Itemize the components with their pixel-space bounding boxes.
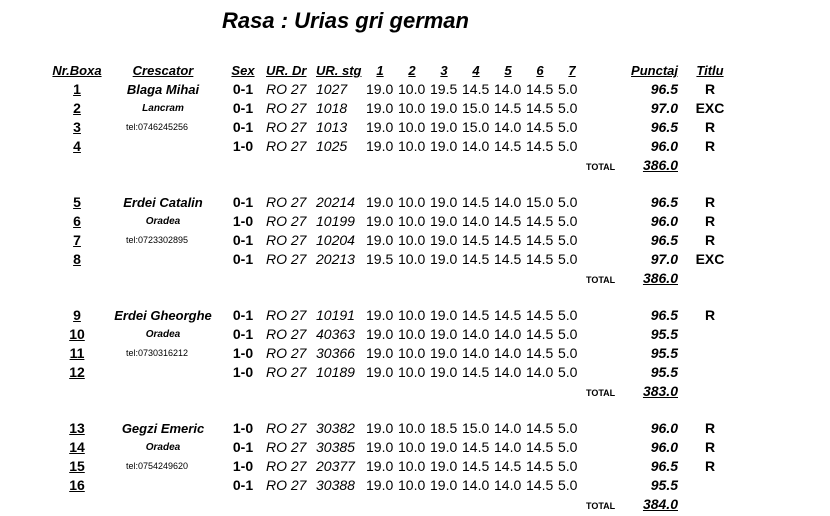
ur-stg-value: 1025 [316,138,348,154]
ur-stg-value: 10191 [316,307,355,323]
points-value: 97.0 [650,100,678,116]
box-number: 3 [73,119,81,135]
score-5: 14.5 [494,213,522,229]
score-1: 19.0 [366,81,394,97]
ur-stg-value: 20213 [316,251,355,267]
score-2: 10.0 [398,213,426,229]
score-5: 14.5 [494,307,522,323]
ur-dr-value: RO 27 [266,100,307,116]
breeder-tel: tel:0723302895 [125,235,189,245]
points-value: 96.5 [650,307,678,323]
score-3: 18.5 [430,420,458,436]
breeder-tel: tel:0730316212 [125,348,189,358]
breeder-city: Oradea [145,329,181,340]
header-score-6: 6 [536,63,544,78]
ur-dr-value: RO 27 [266,326,307,342]
score-3: 19.0 [430,439,458,455]
sex-value: 1-0 [232,138,254,154]
sex-value: 0-1 [232,326,254,342]
sex-value: 1-0 [232,420,254,436]
title-value: R [704,213,716,229]
score-4: 14.0 [462,138,490,154]
score-6: 14.5 [526,138,554,154]
score-5: 14.5 [494,232,522,248]
ur-stg-value: 20377 [316,458,355,474]
score-7: 5.0 [558,138,578,154]
score-6: 14.5 [526,420,554,436]
score-2: 10.0 [398,119,426,135]
box-number: 4 [73,138,81,154]
sex-value: 0-1 [232,477,254,493]
title-value: R [704,420,716,436]
score-3: 19.0 [430,194,458,210]
ur-dr-value: RO 27 [266,307,307,323]
score-3: 19.0 [430,213,458,229]
score-4: 14.5 [462,364,490,380]
sex-value: 1-0 [232,345,254,361]
score-5: 14.0 [494,364,522,380]
score-6: 14.0 [526,364,554,380]
sex-value: 0-1 [232,307,254,323]
ur-stg-value: 10189 [316,364,355,380]
title-value: R [704,458,716,474]
score-1: 19.0 [366,138,394,154]
ur-dr-value: RO 27 [266,194,307,210]
score-1: 19.0 [366,232,394,248]
ur-stg-value: 40363 [316,326,355,342]
score-6: 14.5 [526,251,554,267]
score-7: 5.0 [558,439,578,455]
breeder-city: Oradea [145,442,181,453]
score-6: 14.5 [526,326,554,342]
box-number: 6 [73,213,81,229]
ur-stg-value: 1018 [316,100,348,116]
header-title: Titlu [696,63,724,78]
score-5: 14.0 [494,345,522,361]
score-3: 19.0 [430,307,458,323]
total-label: TOTAL [586,501,616,511]
score-3: 19.0 [430,232,458,248]
header-score-7: 7 [568,63,576,78]
ur-stg-value: 30388 [316,477,355,493]
score-7: 5.0 [558,307,578,323]
ur-stg-value: 1027 [316,81,348,97]
score-2: 10.0 [398,477,426,493]
breeder-tel: tel:0754249620 [125,461,189,471]
score-1: 19.5 [366,251,394,267]
points-value: 96.5 [650,81,678,97]
breeder-city: Oradea [145,216,181,227]
score-1: 19.0 [366,477,394,493]
score-6: 14.5 [526,232,554,248]
score-2: 10.0 [398,326,426,342]
score-1: 19.0 [366,119,394,135]
score-1: 19.0 [366,326,394,342]
box-number: 15 [69,458,85,474]
header-points: Punctaj [631,63,678,78]
title-value: R [704,439,716,455]
total-label: TOTAL [586,275,616,285]
score-2: 10.0 [398,420,426,436]
ur-dr-value: RO 27 [266,251,307,267]
box-number: 16 [69,477,85,493]
score-3: 19.0 [430,326,458,342]
score-5: 14.5 [494,100,522,116]
total-label: TOTAL [586,388,616,398]
title-value: EXC [695,251,725,267]
header-sex: Sex [231,63,255,78]
ur-dr-value: RO 27 [266,119,307,135]
total-value: 386.0 [642,270,678,286]
breeder-tel: tel:0746245256 [125,122,189,132]
total-value: 384.0 [642,496,678,512]
score-2: 10.0 [398,81,426,97]
score-5: 14.5 [494,251,522,267]
score-5: 14.0 [494,477,522,493]
score-1: 19.0 [366,345,394,361]
score-7: 5.0 [558,81,578,97]
points-value: 96.0 [650,213,678,229]
page-title: Rasa : Urias gri german [222,8,469,33]
box-number: 8 [73,251,81,267]
title-value: R [704,232,716,248]
score-4: 15.0 [462,119,490,135]
ur-dr-value: RO 27 [266,458,307,474]
score-5: 14.0 [494,194,522,210]
box-number: 10 [69,326,85,342]
score-6: 14.5 [526,307,554,323]
header-score-1: 1 [376,63,384,78]
score-4: 14.5 [462,439,490,455]
score-4: 14.5 [462,307,490,323]
box-number: 2 [73,100,81,116]
score-7: 5.0 [558,251,578,267]
score-3: 19.0 [430,364,458,380]
score-7: 5.0 [558,119,578,135]
score-2: 10.0 [398,194,426,210]
ur-stg-value: 30366 [316,345,355,361]
score-2: 10.0 [398,251,426,267]
score-5: 14.0 [494,420,522,436]
box-number: 14 [69,439,85,455]
ur-stg-value: 30382 [316,420,355,436]
points-value: 95.5 [650,326,678,342]
score-5: 14.0 [494,81,522,97]
breeder-name: Blaga Mihai [126,82,200,97]
box-number: 9 [73,307,81,323]
score-6: 14.5 [526,81,554,97]
header-score-5: 5 [504,63,512,78]
header-score-4: 4 [472,63,480,78]
points-value: 95.5 [650,477,678,493]
score-3: 19.0 [430,138,458,154]
score-2: 10.0 [398,458,426,474]
ur-dr-value: RO 27 [266,345,307,361]
score-5: 14.5 [494,138,522,154]
score-4: 14.0 [462,345,490,361]
score-3: 19.0 [430,100,458,116]
breeder-name: Gegzi Emeric [121,421,205,436]
score-4: 14.0 [462,477,490,493]
points-value: 96.0 [650,420,678,436]
score-6: 14.5 [526,213,554,229]
points-value: 96.5 [650,232,678,248]
title-value: R [704,81,716,97]
score-1: 19.0 [366,307,394,323]
header-score-3: 3 [440,63,448,78]
score-2: 10.0 [398,100,426,116]
score-7: 5.0 [558,364,578,380]
breeder-name: Erdei Gheorghe [114,308,212,323]
score-6: 15.0 [526,194,554,210]
score-6: 14.5 [526,458,554,474]
score-4: 15.0 [462,100,490,116]
score-4: 14.5 [462,232,490,248]
sex-value: 0-1 [232,81,254,97]
score-3: 19.0 [430,251,458,267]
title-value: R [704,307,716,323]
ur-dr-value: RO 27 [266,477,307,493]
box-number: 7 [73,232,81,248]
points-value: 95.5 [650,364,678,380]
header-box: Nr.Boxa [52,63,102,78]
score-4: 14.5 [462,81,490,97]
score-5: 14.0 [494,119,522,135]
score-5: 14.0 [494,439,522,455]
score-1: 19.0 [366,194,394,210]
score-4: 15.0 [462,420,490,436]
total-value: 386.0 [642,157,678,173]
ur-stg-value: 20214 [316,194,355,210]
box-number: 12 [69,364,85,380]
sex-value: 0-1 [232,232,254,248]
score-3: 19.0 [430,119,458,135]
score-5: 14.5 [494,458,522,474]
score-6: 14.5 [526,345,554,361]
score-7: 5.0 [558,458,578,474]
sex-value: 1-0 [232,213,254,229]
points-value: 95.5 [650,345,678,361]
score-1: 19.0 [366,439,394,455]
header-ur-dr: UR. Dr [266,63,307,78]
box-number: 13 [69,420,85,436]
score-7: 5.0 [558,213,578,229]
score-2: 10.0 [398,345,426,361]
score-7: 5.0 [558,100,578,116]
sex-value: 0-1 [232,119,254,135]
score-6: 14.5 [526,439,554,455]
score-5: 14.0 [494,326,522,342]
sex-value: 1-0 [232,364,254,380]
sex-value: 0-1 [232,439,254,455]
score-4: 14.0 [462,326,490,342]
score-2: 10.0 [398,364,426,380]
ur-dr-value: RO 27 [266,364,307,380]
title-value: R [704,138,716,154]
score-6: 14.5 [526,119,554,135]
score-2: 10.0 [398,307,426,323]
score-7: 5.0 [558,194,578,210]
sex-value: 0-1 [232,100,254,116]
score-1: 19.0 [366,420,394,436]
ur-stg-value: 30385 [316,439,355,455]
score-7: 5.0 [558,345,578,361]
score-3: 19.0 [430,477,458,493]
header-score-2: 2 [408,63,416,78]
score-2: 10.0 [398,138,426,154]
sex-value: 0-1 [232,251,254,267]
sex-value: 0-1 [232,194,254,210]
ur-stg-value: 1013 [316,119,348,135]
ur-stg-value: 10204 [316,232,355,248]
score-4: 14.0 [462,213,490,229]
score-3: 19.5 [430,81,458,97]
box-number: 11 [69,345,85,361]
score-3: 19.0 [430,458,458,474]
ur-dr-value: RO 27 [266,232,307,248]
ur-dr-value: RO 27 [266,420,307,436]
points-value: 97.0 [650,251,678,267]
ur-dr-value: RO 27 [266,81,307,97]
score-4: 14.5 [462,251,490,267]
sex-value: 1-0 [232,458,254,474]
box-number: 5 [73,194,81,210]
ur-dr-value: RO 27 [266,213,307,229]
title-value: EXC [695,100,725,116]
title-value: R [704,119,716,135]
points-value: 96.5 [650,119,678,135]
header-ur-stg: UR. stg [316,63,362,78]
score-1: 19.0 [366,213,394,229]
ur-stg-value: 10199 [316,213,355,229]
breeder-city: Lancram [142,103,184,114]
score-7: 5.0 [558,477,578,493]
header-breeder: Crescator [132,63,194,78]
score-7: 5.0 [558,326,578,342]
score-4: 14.5 [462,458,490,474]
total-label: TOTAL [586,162,616,172]
score-1: 19.0 [366,458,394,474]
score-2: 10.0 [398,232,426,248]
score-1: 19.0 [366,364,394,380]
points-value: 96.5 [650,194,678,210]
score-7: 5.0 [558,420,578,436]
ur-dr-value: RO 27 [266,138,307,154]
points-value: 96.0 [650,138,678,154]
ur-dr-value: RO 27 [266,439,307,455]
points-value: 96.0 [650,439,678,455]
score-3: 19.0 [430,345,458,361]
box-number: 1 [73,81,81,97]
score-7: 5.0 [558,232,578,248]
score-1: 19.0 [366,100,394,116]
score-2: 10.0 [398,439,426,455]
title-value: R [704,194,716,210]
total-value: 383.0 [642,383,678,399]
score-6: 14.5 [526,100,554,116]
breeder-name: Erdei Catalin [123,195,203,210]
score-4: 14.5 [462,194,490,210]
points-value: 96.5 [650,458,678,474]
score-6: 14.5 [526,477,554,493]
